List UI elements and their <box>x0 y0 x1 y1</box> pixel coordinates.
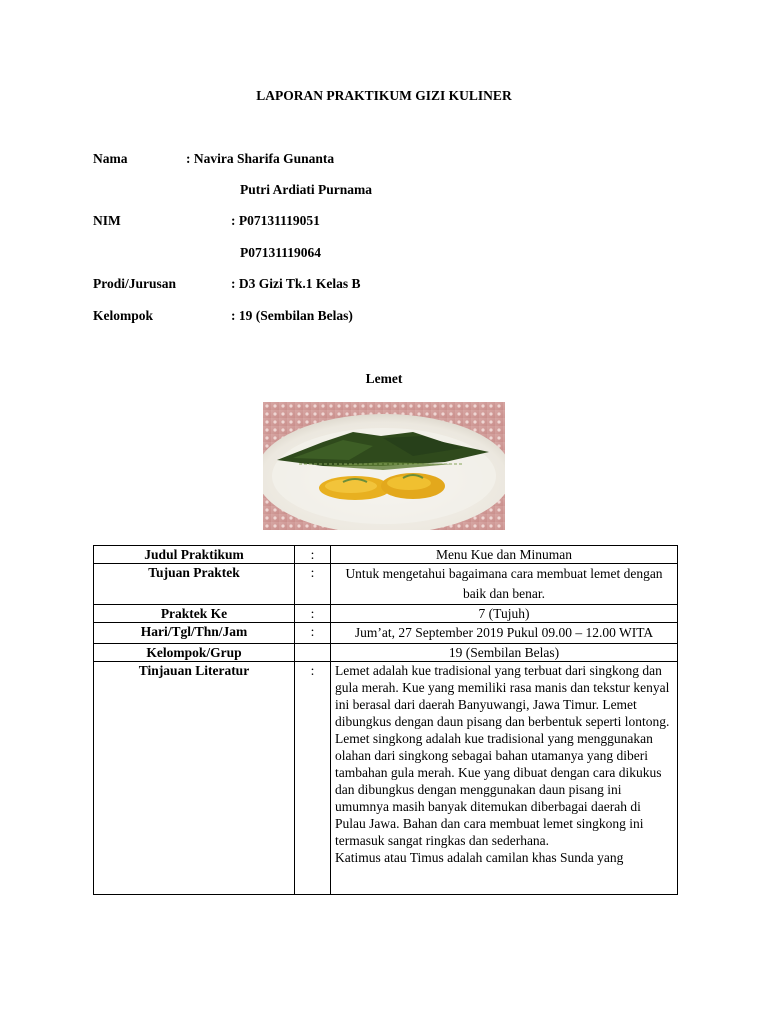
report-title: LAPORAN PRAKTIKUM GIZI KULINER <box>256 88 512 103</box>
table-row <box>94 546 678 564</box>
row-label: Judul Praktikum <box>94 546 295 564</box>
row-value: 7 (Tujuh) <box>331 605 678 623</box>
literature-text <box>335 662 673 894</box>
table-row <box>94 623 678 644</box>
row-colon: : <box>295 564 331 605</box>
nim-value-1: : P07131119051 <box>231 213 320 228</box>
row-value: Jum’at, 27 September 2019 Pukul 09.00 – 12.00 WITA <box>331 623 678 644</box>
table-row <box>94 605 678 623</box>
row-colon: : <box>295 662 331 895</box>
kelompok-label: Kelompok <box>93 308 154 323</box>
row-value: 19 (Sembilan Belas) <box>331 644 678 662</box>
nama-label: Nama <box>93 151 128 166</box>
literature-paragraph-1: Lemet adalah kue tradisional yang terbuat dari singkong dan gula merah. Kue yang memiliki rasa manis dan tekstur kenyal ini berasal dari daerah Banyuwangi, Jawa Timur. Lemet dibungkus dengan daun pisang dan berbentuk seperti lontong. <box>335 663 670 729</box>
row-label: Tujuan Praktek <box>94 564 295 605</box>
table-row <box>94 662 678 895</box>
nim-value-2: P07131119064 <box>240 245 322 260</box>
nama-value-1: : Navira Sharifa Gunanta <box>186 151 335 166</box>
table-row <box>94 564 678 605</box>
row-label: Praktek Ke <box>94 605 295 623</box>
row-colon: : <box>295 546 331 564</box>
dish-title: Lemet <box>365 371 403 386</box>
table-row <box>94 644 678 662</box>
report-table <box>93 545 678 895</box>
nama-value-2: Putri Ardiati Purnama <box>240 182 372 197</box>
kelompok-value: : 19 (Sembilan Belas) <box>231 308 353 323</box>
row-label: Tinjauan Literatur <box>94 662 295 895</box>
nim-label: NIM <box>93 213 121 228</box>
food-photo <box>263 402 505 530</box>
row-colon: : <box>295 623 331 644</box>
literature-paragraph-3: Katimus atau Timus adalah camilan khas Sunda yang <box>335 850 624 865</box>
food-photo-lemet-icon <box>263 402 505 530</box>
prodi-label: Prodi/Jurusan <box>93 276 177 291</box>
row-label: Kelompok/Grup <box>94 644 295 662</box>
row-value: Untuk mengetahui bagaimana cara membuat lemet dengan baik dan benar. <box>331 564 678 605</box>
row-value: Menu Kue dan Minuman <box>331 546 678 564</box>
prodi-value: : D3 Gizi Tk.1 Kelas B <box>231 276 361 291</box>
row-label: Hari/Tgl/Thn/Jam <box>94 623 295 644</box>
row-colon: : <box>295 605 331 623</box>
literature-paragraph-2: Lemet singkong adalah kue tradisional yang menggunakan olahan dari singkong sebagai bahan utamanya yang diberi tambahan gula merah. Kue yang dibuat dengan cara dikukus dan dibungkus dengan menggunakan daun pisang ini umumnya masih banyak ditemukan diberbagai daerah di Pulau Jawa. Bahan dan cara membuat lemet singkong ini termasuk sangat ringkas dan sederhana. <box>335 731 662 848</box>
row-colon <box>295 644 331 662</box>
row-value-literature <box>331 662 678 895</box>
